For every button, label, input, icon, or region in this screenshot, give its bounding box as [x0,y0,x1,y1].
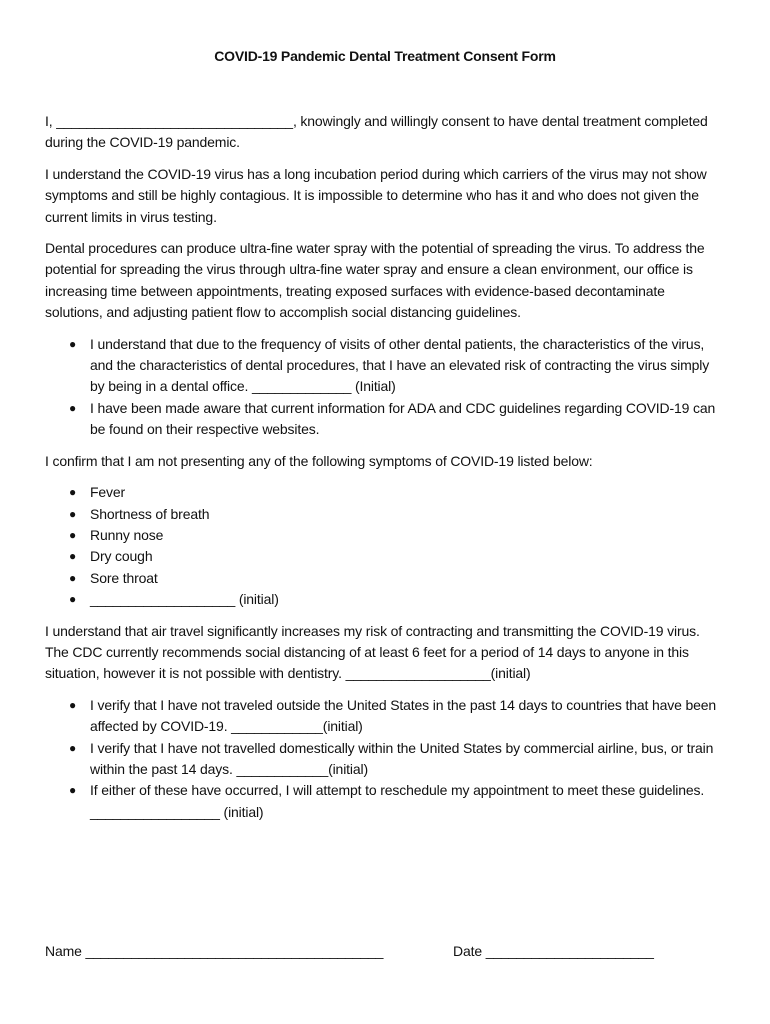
form-body [45,111,720,833]
list-item [45,482,720,503]
list-item [45,568,720,589]
bullet-icon: ● [69,400,77,415]
bullet-icon: ● [69,549,77,564]
bullet-icon: ● [69,485,77,500]
bullet-icon: ● [69,336,77,351]
list-item-text: Runny nose [90,526,164,543]
bullet-icon: ● [69,697,77,712]
list-item [45,525,720,546]
list-item-text: Sore throat [90,569,158,586]
list-item-text: If either of these have occurred, I will attempt to reschedule my appointment to meet these guidelines. _________________ (initial) [90,782,705,820]
list-item [45,398,720,441]
date-signature-line: Date ______________________ [453,943,654,959]
form-title: COVID-19 Pandemic Dental Treatment Consent Form [214,48,556,64]
name-signature-line: Name _______________________________________ [45,943,384,959]
list-item-text: I verify that I have not travelled domestically within the United States by commercial airline, bus, or train within the past 14 days. ____________(initial) [90,739,714,777]
list-item-text: Shortness of breath [90,505,210,522]
travel-bullet-list [45,695,720,823]
list-item [45,589,720,610]
water-spray-paragraph: Dental procedures can produce ultra-fine water spray with the potential of spreading the virus. To address the potential for spreading the virus through ultra-fine water spray and ensure a clean environment, our office is increasing time between appointments, treating exposed surfaces with evidence-based decontaminate solutions, and adjusting patient flow to accomplish social distancing guidelines. [45,240,705,321]
symptoms-intro: I confirm that I am not presenting any of the following symptoms of COVID-19 listed below: [45,452,593,469]
consent-statement: I, _______________________________, knowingly and willingly consent to have dental treatment completed during the COVID-19 pandemic. [45,113,708,151]
list-item-text: Dry cough [90,548,153,565]
list-item [45,695,720,738]
list-item [45,504,720,525]
bullet-icon: ● [69,527,77,542]
air-travel-paragraph: I understand that air travel significantly increases my risk of contracting and transmitting the COVID-19 virus. The CDC currently recommends social distancing of at least 6 feet for a period of 14 days to anyone in this situation, however it is not possible with dentistry. ___________________(initial) [45,622,700,682]
list-item [45,738,720,781]
list-item-text: Fever [90,484,126,501]
incubation-paragraph: I understand the COVID-19 virus has a long incubation period during which carriers of the virus may not show symptoms and still be highly contagious. It is impossible to determine who has it and who does not given the current limits in virus testing. [45,165,707,225]
list-item-text: I verify that I have not traveled outside the United States in the past 14 days to countries that have been affected by COVID-19. ____________(initial) [90,696,717,735]
list-item [45,334,720,398]
bullet-icon: ● [69,570,77,585]
list-item-text: I understand that due to the frequency of visits of other dental patients, the characteristics of the virus, and the characteristics of dental procedures, that I have an elevated risk of contracting the virus simply by being in a dental office. _____________ (Initial) [90,335,710,395]
list-item [45,546,720,567]
bullet-icon: ● [69,783,77,798]
bullet-icon: ● [69,740,77,755]
symptom-bullet-list [45,482,720,610]
risk-bullet-list [45,334,720,441]
list-item [45,780,720,823]
bullet-icon: ● [69,592,77,607]
list-item-text: ___________________ (initial) [90,591,279,608]
list-item-text: I have been made aware that current information for ADA and CDC guidelines regarding COVID-19 can be found on their respective websites. [90,399,716,438]
bullet-icon: ● [69,506,77,521]
